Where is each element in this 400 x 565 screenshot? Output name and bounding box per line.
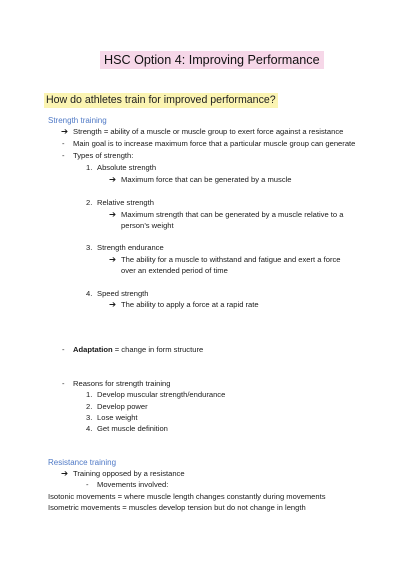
isometric-definition: Isometric movements = muscles develop tension but do not change in length — [48, 503, 306, 512]
reason-item: Lose weight — [97, 413, 138, 422]
strength-definition — [73, 126, 343, 137]
adaptation-term: Adaptation — [73, 345, 113, 354]
reason-item: Get muscle definition — [97, 424, 168, 433]
resistance-definition: Training opposed by a resistance — [73, 469, 185, 478]
main-goal-text: Main goal is to increase maximum force that a particular muscle group can generate — [73, 139, 356, 148]
list-number: 2. — [86, 198, 93, 207]
list-number: 1. — [86, 390, 93, 399]
arrow-bullet: ➔ — [61, 126, 69, 136]
arrow-bullet: ➔ — [109, 254, 117, 264]
list-number: 1. — [86, 163, 93, 172]
definition-text: = ability of a muscle or muscle group to exert force against a resistance — [101, 127, 344, 136]
arrow-bullet: ➔ — [109, 209, 117, 219]
arrow-bullet: ➔ — [61, 468, 69, 478]
heading-strength-training: Strength training — [48, 116, 107, 125]
type-absolute-strength: Absolute strength — [97, 163, 157, 172]
heading-resistance-training: Resistance training — [48, 458, 117, 467]
list-number: 4. — [86, 424, 93, 433]
movements-label: Movements involved: — [97, 480, 169, 489]
dash-bullet: - — [62, 379, 65, 388]
list-number: 3. — [86, 243, 93, 252]
list-number: 2. — [86, 402, 93, 411]
arrow-bullet: ➔ — [109, 299, 117, 309]
dash-bullet: - — [86, 480, 89, 489]
dash-bullet: - — [62, 151, 65, 160]
dash-bullet: - — [62, 139, 65, 148]
list-number: 4. — [86, 289, 93, 298]
dash-bullet: - — [62, 345, 65, 354]
list-number: 3. — [86, 413, 93, 422]
adaptation-definition — [73, 344, 203, 355]
type-strength-endurance: Strength endurance — [97, 243, 164, 252]
isotonic-definition: Isotonic movements = where muscle length changes constantly during movements — [48, 492, 326, 501]
arrow-bullet: ➔ — [109, 174, 117, 184]
types-label: Types of strength: — [73, 151, 134, 160]
adaptation-text: = change in form structure — [112, 345, 204, 354]
reason-item: Develop muscular strength/endurance — [97, 390, 226, 399]
type-speed-strength: Speed strength — [97, 289, 149, 298]
type-description: The ability to apply a force at a rapid rate — [121, 300, 259, 309]
type-description-cont: person’s weight — [121, 221, 174, 230]
page-title: HSC Option 4: Improving Performance — [100, 51, 324, 69]
section-question: How do athletes train for improved performance? — [46, 94, 276, 106]
type-relative-strength: Relative strength — [97, 198, 154, 207]
type-description: Maximum force that can be generated by a muscle — [121, 175, 292, 184]
type-description: The ability for a muscle to withstand and fatigue and exert a force — [121, 255, 341, 264]
type-description-cont: over an extended period of time — [121, 266, 228, 275]
reasons-label: Reasons for strength training — [73, 379, 171, 388]
type-description: Maximum strength that can be generated by a muscle relative to a — [121, 210, 344, 219]
definition-term: Strength — [73, 127, 102, 136]
reason-item: Develop power — [97, 402, 148, 411]
